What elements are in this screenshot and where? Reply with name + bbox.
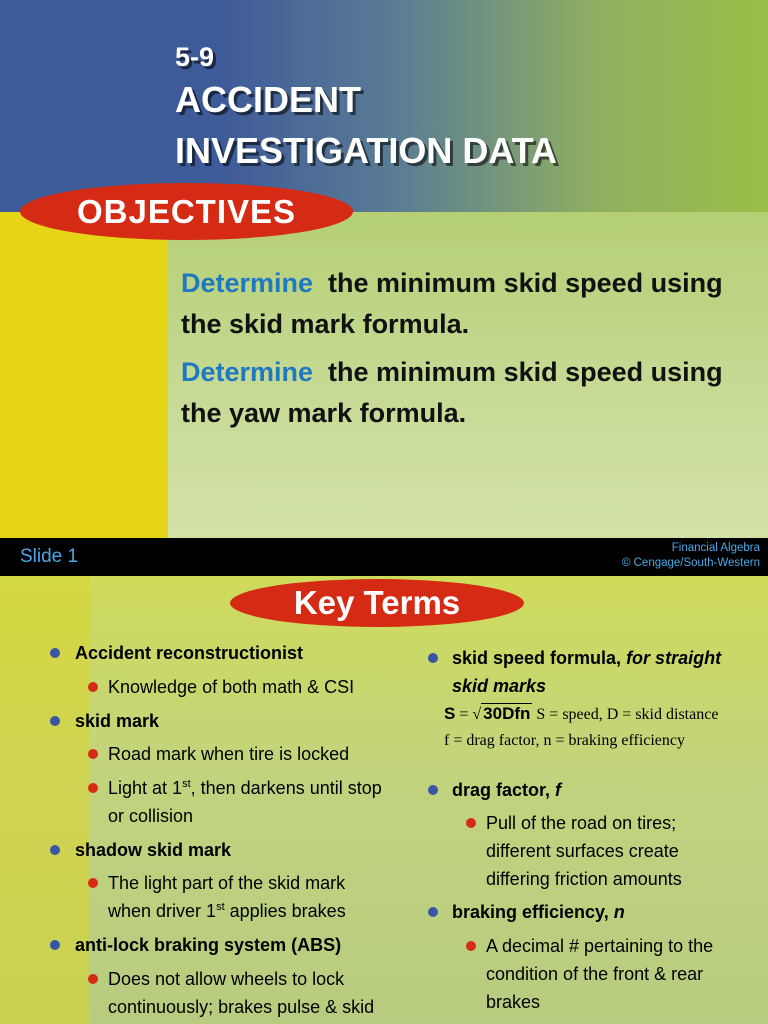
footer-bar — [0, 538, 768, 576]
term-detail-cont: or collision — [108, 806, 194, 826]
bullet-dot — [50, 716, 60, 726]
bullet-dot — [50, 845, 60, 855]
term-shadow-skid-mark: shadow skid mark — [75, 840, 232, 860]
sub-bullet-dot — [88, 682, 98, 692]
detail-text: , then darkens until stop — [190, 778, 382, 798]
sub-bullet-dot — [466, 941, 476, 951]
lesson-number: 5-9 — [175, 42, 215, 72]
formula-var: S — [444, 704, 456, 723]
superscript: st — [216, 901, 225, 913]
term-detail-cont: continuously; brakes pulse & skid — [108, 997, 375, 1017]
skid-speed-formula — [444, 703, 718, 726]
term-abs: anti-lock braking system (ABS) — [75, 935, 342, 955]
bullet-dot — [50, 940, 60, 950]
term-accident-reconstructionist: Accident reconstructionist — [75, 643, 304, 663]
term-detail — [108, 774, 382, 802]
formula-definition: S = speed, D = skid distance — [536, 706, 719, 723]
title-line-2: INVESTIGATION DATA — [175, 130, 557, 171]
title-line-1: ACCIDENT — [175, 79, 361, 120]
term-italic: for straight — [626, 648, 722, 668]
term-skid-mark: skid mark — [75, 711, 160, 731]
objective-keyword: Determine — [181, 268, 314, 298]
sub-bullet-dot — [88, 974, 98, 984]
term-detail-cont — [108, 897, 346, 925]
sub-bullet-dot — [88, 878, 98, 888]
key-terms-badge: Key Terms — [230, 579, 524, 627]
term-detail-cont: brakes — [486, 992, 541, 1012]
credit-line-2: © Cengage/South-Western — [621, 557, 760, 569]
yellow-block — [0, 212, 168, 538]
term-detail: A decimal # pertaining to the — [486, 936, 714, 956]
bullet-dot — [50, 648, 60, 658]
slide-key-terms — [0, 576, 768, 1024]
bullet-dot — [428, 653, 438, 663]
term-text: skid speed formula, — [452, 648, 627, 668]
objective-2 — [181, 352, 741, 434]
term-detail: Does not allow wheels to lock — [108, 969, 345, 989]
slide-number: Slide 1 — [20, 546, 79, 567]
term-text: drag factor, — [452, 780, 556, 800]
formula-equals: = — [455, 706, 473, 723]
detail-text: when driver 1 — [108, 901, 217, 921]
term-italic: n — [613, 902, 625, 922]
sqrt-icon: √ — [472, 706, 482, 723]
credit-line-1: Financial Algebra — [671, 542, 760, 554]
term-skid-speed-formula-cont: skid marks — [452, 676, 547, 696]
objective-1 — [181, 263, 741, 345]
sub-bullet-dot — [88, 749, 98, 759]
term-drag-factor — [452, 776, 561, 804]
term-detail: Road mark when tire is locked — [108, 744, 350, 764]
objective-keyword: Determine — [181, 357, 314, 387]
term-detail-cont: differing friction amounts — [486, 869, 682, 889]
detail-text: Light at 1 — [108, 778, 183, 798]
superscript: st — [182, 778, 191, 790]
sub-bullet-dot — [88, 783, 98, 793]
term-braking-efficiency — [452, 898, 625, 926]
sub-bullet-dot — [466, 818, 476, 828]
objective-text: the minimum skid speed using the yaw mark formula. — [181, 357, 731, 428]
term-detail-cont: condition of the front & rear — [486, 964, 704, 984]
formula-definition-2: f = drag factor, n = braking efficiency — [444, 732, 686, 749]
detail-text: applies brakes — [224, 901, 346, 921]
term-italic: f — [555, 780, 562, 800]
formula-radicand: 30Dfn — [483, 704, 531, 723]
header-band — [0, 0, 768, 212]
bullet-dot — [428, 907, 438, 917]
objective-text: the minimum skid speed using the skid mark formula. — [181, 268, 731, 339]
term-detail: The light part of the skid mark — [108, 873, 346, 893]
bullet-dot — [428, 785, 438, 795]
term-detail: Pull of the road on tires; — [486, 813, 677, 833]
copyright-credit — [622, 541, 760, 571]
term-text: braking efficiency, — [452, 902, 614, 922]
objectives-badge: OBJECTIVES — [20, 183, 353, 240]
term-detail-cont: different surfaces create — [486, 841, 679, 861]
term-detail: Knowledge of both math & CSI — [108, 677, 355, 697]
term-skid-speed-formula — [452, 644, 721, 672]
